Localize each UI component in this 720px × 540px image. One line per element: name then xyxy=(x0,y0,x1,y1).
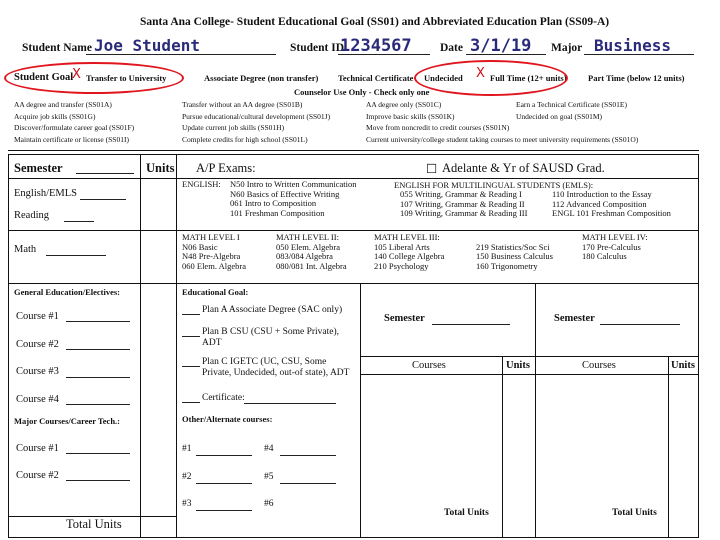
counselor-item[interactable]: Update current job skills (SS01H) xyxy=(182,123,285,132)
counselor-heading: Counselor Use Only - Check only one xyxy=(294,87,430,97)
counselor-col-4 xyxy=(516,99,627,122)
goal-option-undecided: Undecided xyxy=(424,73,463,83)
english-label: English/EMLS xyxy=(14,188,78,199)
english-course[interactable]: 061 Intro to Composition xyxy=(230,198,317,208)
math-level-title: MATH LEVEL II: xyxy=(276,232,339,242)
goal-option-technical: Technical Certificate xyxy=(338,73,414,83)
counselor-item[interactable]: Transfer without an AA degree (SS01B) xyxy=(182,100,303,109)
english-course[interactable]: N50 Intro to Written Communication xyxy=(230,179,357,189)
english-course[interactable]: 101 Freshman Composition xyxy=(230,207,325,218)
plan-b-label: Plan B CSU (CSU + Some Private), ADT xyxy=(202,327,340,348)
course-4-blank[interactable] xyxy=(66,404,130,405)
divider xyxy=(535,283,536,538)
math-level-4 xyxy=(582,233,648,262)
alt-course-1: #1 xyxy=(182,444,192,454)
divider xyxy=(668,356,669,538)
course-4-label: Course #4 xyxy=(16,394,59,405)
math-course[interactable]: N06 Basic xyxy=(182,241,218,252)
course-3-label: Course #3 xyxy=(16,366,59,377)
divider xyxy=(8,230,177,231)
english-course[interactable]: N60 Basics of Effective Writing xyxy=(230,188,340,199)
plan-b-blank[interactable] xyxy=(182,336,200,337)
semester-3-blank[interactable] xyxy=(600,324,680,325)
counselor-item[interactable]: Acquire job skills (SS01G) xyxy=(14,111,96,121)
math-course[interactable]: 180 Calculus xyxy=(582,251,627,261)
divider xyxy=(360,283,361,538)
semester-3-label: Semester xyxy=(554,313,595,324)
alt-course-4: #4 xyxy=(264,444,274,454)
counselor-item[interactable]: Complete credits for high school (SS01L) xyxy=(182,134,308,144)
math-course[interactable]: 160 Trigonometry xyxy=(476,260,538,271)
student-id-value[interactable]: 1234567 xyxy=(340,36,412,56)
ge-heading: General Education/Electives: xyxy=(14,287,121,297)
major-courses-heading: Major Courses/Career Tech.: xyxy=(14,416,120,426)
counselor-col-2 xyxy=(182,99,330,145)
emls-course-list xyxy=(400,190,527,219)
units-header-3: Units xyxy=(671,360,695,371)
counselor-item[interactable]: Improve basic skills (SS01K) xyxy=(366,111,455,121)
courses-header-2: Courses xyxy=(412,360,446,371)
plan-a-blank[interactable] xyxy=(182,314,200,315)
divider xyxy=(140,154,141,538)
emls-course[interactable]: 110 Introduction to the Essay xyxy=(552,189,652,199)
course-3-blank[interactable] xyxy=(66,377,130,378)
student-name-label: Student Name xyxy=(22,42,92,54)
math-course[interactable]: 150 Business Calculus xyxy=(476,251,553,261)
counselor-item[interactable]: Maintain certificate or license (SS01I) xyxy=(14,134,129,144)
total-units-2: Total Units xyxy=(444,508,489,518)
math-level-3 xyxy=(374,233,444,271)
plan-c-blank[interactable] xyxy=(182,366,200,367)
counselor-item[interactable]: Current university/college student taking courses to meet university requirements (SS01O) xyxy=(366,134,639,144)
alt-course-3: #3 xyxy=(182,499,192,509)
divider xyxy=(502,356,503,538)
alt-course-2: #2 xyxy=(182,472,192,482)
emls-course-list-2 xyxy=(552,190,671,219)
divider xyxy=(176,230,699,231)
major-value[interactable]: Business xyxy=(594,36,672,55)
emls-course[interactable]: 055 Writing, Grammar & Reading I xyxy=(400,189,522,199)
alt-courses-heading: Other/Alternate courses: xyxy=(182,414,273,424)
math-label: Math xyxy=(14,244,37,255)
total-units-3: Total Units xyxy=(612,508,657,518)
math-course[interactable]: 083/084 Algebra xyxy=(276,251,333,261)
english-courses xyxy=(182,180,221,190)
alt-course-1-blank[interactable] xyxy=(196,455,252,456)
counselor-item[interactable]: Move from noncredit to credit courses (SS01N) xyxy=(366,123,510,132)
counselor-item[interactable]: AA degree and transfer (SS01A) xyxy=(14,100,112,109)
course-2-blank[interactable] xyxy=(66,349,130,350)
alt-course-5: #5 xyxy=(264,472,274,482)
units-label: Units xyxy=(146,161,175,175)
divider xyxy=(8,178,177,179)
certificate-blank[interactable] xyxy=(182,402,200,403)
goal-mark-transfer[interactable]: X xyxy=(72,67,81,82)
goal-mark-fulltime[interactable]: X xyxy=(476,66,485,81)
math-level-title: MATH LEVEL I xyxy=(182,232,240,242)
major-course-2-label: Course #2 xyxy=(16,470,59,481)
goal-option-fulltime: Full Time (12+ units) xyxy=(490,73,567,83)
math-course[interactable]: 170 Pre-Calculus xyxy=(582,241,641,252)
english-heading: ENGLISH: xyxy=(182,179,221,189)
math-course[interactable]: 050 Elem. Algebra xyxy=(276,241,340,252)
math-level-title: MATH LEVEL III: xyxy=(374,232,440,242)
counselor-item[interactable]: Pursue educational/cultural development (SS01J) xyxy=(182,111,331,121)
emls-course[interactable]: 109 Writing, Grammar & Reading III xyxy=(400,208,528,218)
student-id-label: Student ID xyxy=(290,42,345,54)
certificate-line[interactable] xyxy=(244,403,336,404)
reading-label: Reading xyxy=(14,210,49,221)
major-course-2-blank[interactable] xyxy=(66,480,130,481)
math-blank[interactable] xyxy=(46,255,106,256)
math-course[interactable]: N48 Pre-Algebra xyxy=(182,251,241,261)
student-goal-label: Student Goal xyxy=(14,72,74,83)
educational-goal-heading: Educational Goal: xyxy=(182,287,249,297)
math-course[interactable]: 219 Statistics/Soc Sci xyxy=(476,241,550,252)
math-course[interactable]: 080/081 Int. Algebra xyxy=(276,260,347,271)
goal-option-parttime: Part Time (below 12 units) xyxy=(588,73,685,83)
math-level-title: MATH LEVEL IV: xyxy=(582,232,648,242)
divider xyxy=(360,356,699,357)
course-1-label: Course #1 xyxy=(16,311,59,322)
blank-line xyxy=(76,173,134,174)
divider xyxy=(176,154,177,538)
math-course[interactable]: 140 College Algebra xyxy=(374,251,445,261)
alt-course-6: #6 xyxy=(264,499,274,509)
counselor-item[interactable]: AA degree only (SS01C) xyxy=(366,100,442,109)
goal-option-transfer: Transfer to University xyxy=(86,73,167,83)
emls-course[interactable]: 107 Writing, Grammar & Reading II xyxy=(400,198,525,209)
courses-header-3: Courses xyxy=(582,360,616,371)
emls-course[interactable]: ENGL 101 Freshman Composition xyxy=(552,208,671,218)
counselor-col-1 xyxy=(14,99,134,145)
ap-exams-label: A/P Exams: xyxy=(196,161,256,175)
alt-course-5-blank[interactable] xyxy=(280,483,336,484)
math-course[interactable]: 105 Liberal Arts xyxy=(374,241,430,252)
form-title: Santa Ana College- Student Educational Goal (SS01) and Abbreviated Education Plan (SS09-A) xyxy=(140,16,610,28)
goal-circle-transfer xyxy=(4,62,184,94)
math-level-2 xyxy=(276,233,347,271)
semester-label: Semester xyxy=(14,161,63,175)
adelante-checkbox[interactable]: ☐ xyxy=(426,162,438,176)
plan-a-label: Plan A Associate Degree (SAC only) xyxy=(202,305,343,315)
alt-course-4-blank[interactable] xyxy=(280,455,336,456)
adelante-label: Adelante & Yr of SAUSD Grad. xyxy=(442,161,605,175)
emls-course[interactable]: 112 Advanced Composition xyxy=(552,198,647,209)
major-course-1-blank[interactable] xyxy=(66,453,130,454)
alt-course-3-blank[interactable] xyxy=(196,510,252,511)
math-level-3b xyxy=(476,243,553,272)
counselor-item[interactable]: Undecided on goal (SS01M) xyxy=(516,111,603,121)
math-course[interactable]: 060 Elem. Algebra xyxy=(182,260,246,271)
date-value[interactable]: 3/1/19 xyxy=(470,36,532,56)
course-1-blank[interactable] xyxy=(66,321,130,322)
counselor-item[interactable]: Earn a Technical Certificate (SS01E) xyxy=(516,100,627,109)
math-course[interactable]: 210 Psychology xyxy=(374,260,429,271)
goal-circle-fulltime xyxy=(414,60,568,96)
divider xyxy=(8,283,699,284)
english-course-list xyxy=(230,180,357,218)
left-total-units: Total Units xyxy=(66,517,122,531)
date-label: Date xyxy=(440,42,463,54)
goal-option-associate: Associate Degree (non transfer) xyxy=(204,73,319,83)
math-level-1 xyxy=(182,233,246,271)
alt-course-2-blank[interactable] xyxy=(196,483,252,484)
divider xyxy=(360,374,699,375)
certificate-label: Certificate: xyxy=(202,393,245,403)
divider xyxy=(8,150,699,151)
course-2-label: Course #2 xyxy=(16,339,59,350)
reading-blank[interactable] xyxy=(64,221,94,222)
major-label: Major xyxy=(551,42,583,54)
major-course-1-label: Course #1 xyxy=(16,443,59,454)
emls-heading: ENGLISH FOR MULTILINGUAL STUDENTS (EMLS): xyxy=(394,180,594,190)
counselor-item[interactable]: Discover/formulate career goal (SS01F) xyxy=(14,123,135,132)
semester-2-blank[interactable] xyxy=(432,324,510,325)
units-header-2: Units xyxy=(506,360,530,371)
plan-c-label: Plan C IGETC (UC, CSU, Some Private, Undecided, out-of state), ADT xyxy=(202,357,350,378)
english-blank[interactable] xyxy=(80,199,126,200)
semester-2-label: Semester xyxy=(384,313,425,324)
student-name-value[interactable]: Joe Student xyxy=(94,36,200,55)
